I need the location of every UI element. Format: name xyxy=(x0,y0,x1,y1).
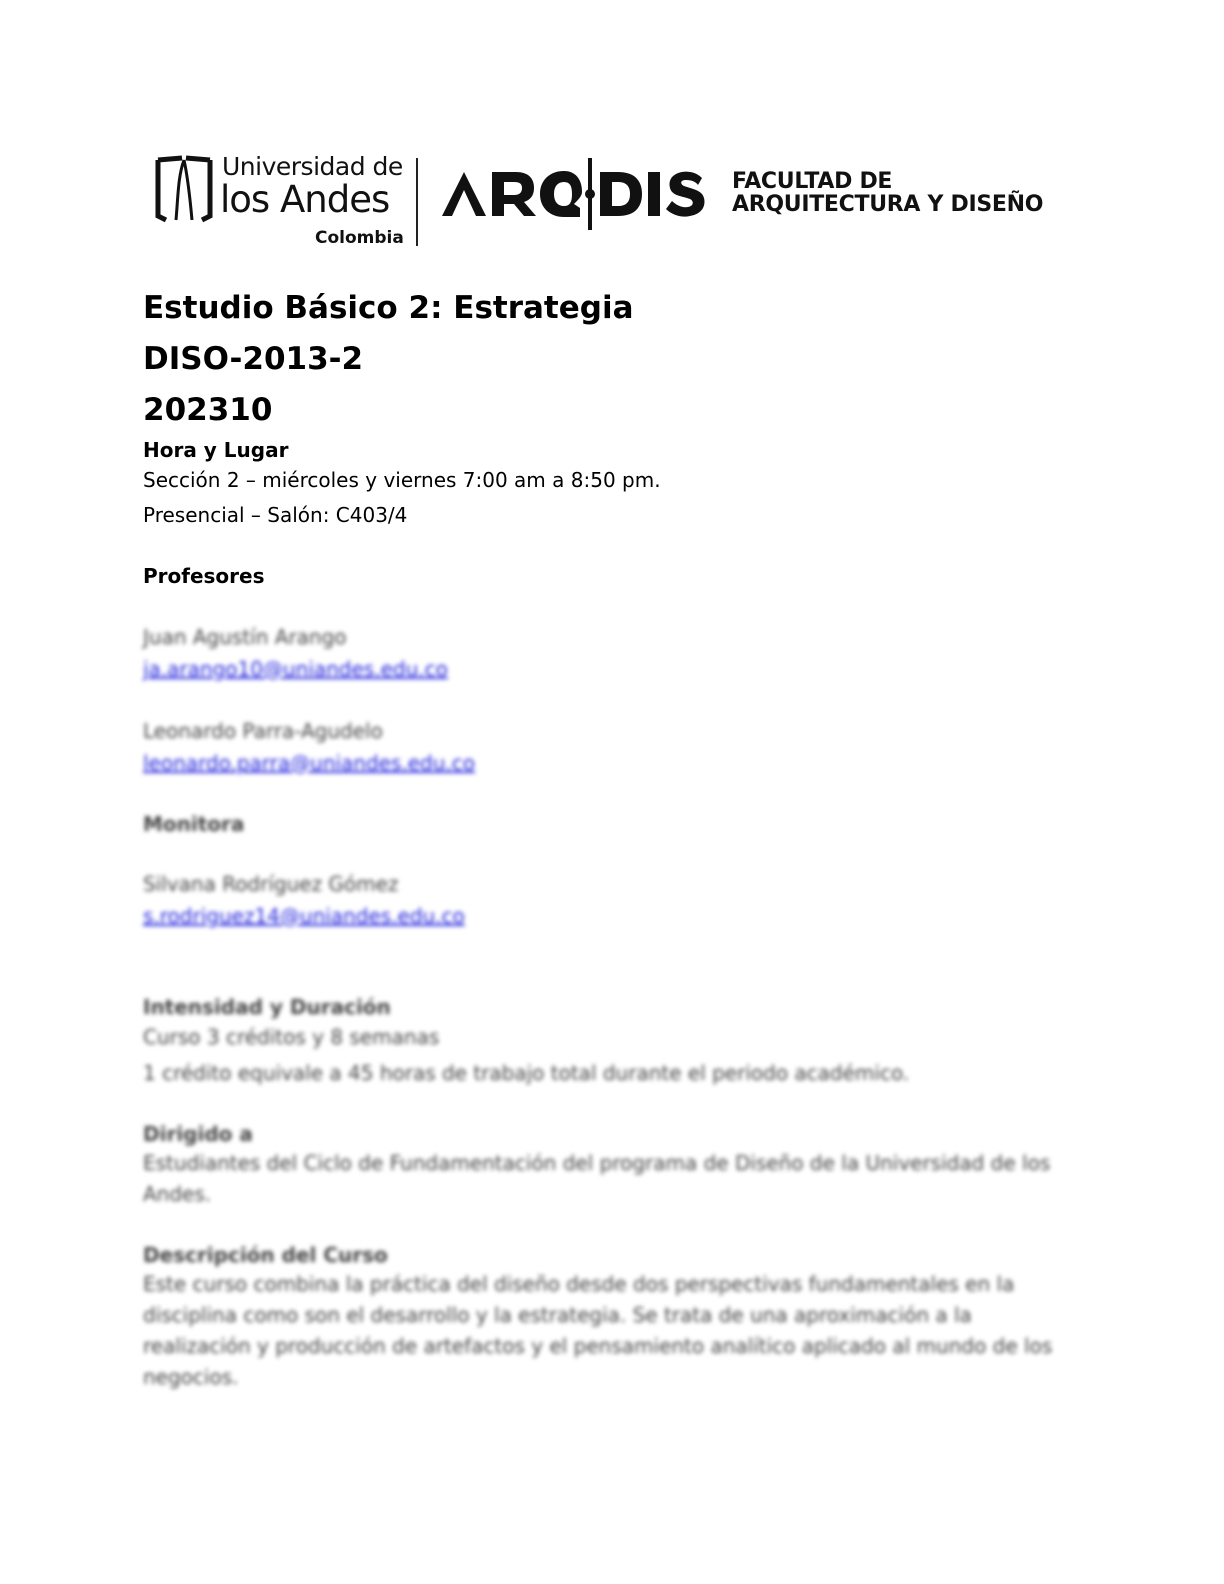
faculty-name-line2: ARQUITECTURA Y DISEÑO xyxy=(732,192,1044,217)
university-name-line1: Universidad de xyxy=(222,152,403,181)
professors-heading: Profesores xyxy=(143,564,265,588)
intensity-heading: Intensidad y Duración xyxy=(143,995,391,1019)
course-code: DISO-2013-2 xyxy=(143,341,364,377)
professor-email-link[interactable]: leonardo.parra@uniandes.edu.co xyxy=(143,751,476,775)
course-title: Estudio Básico 2: Estrategia xyxy=(143,290,634,326)
professor-email-link[interactable]: ja.arango10@uniandes.edu.co xyxy=(143,657,448,681)
header-divider xyxy=(416,158,418,246)
uniandes-logo xyxy=(150,150,404,250)
uniandes-emblem-icon xyxy=(152,154,216,226)
schedule-line1: Sección 2 – miércoles y viernes 7:00 am a 8:50 pm. xyxy=(143,468,661,492)
faculty-name-line1: FACULTAD DE xyxy=(732,169,893,194)
professor-name: Juan Agustín Arango xyxy=(143,625,347,649)
audience-heading: Dirigido a xyxy=(143,1122,253,1146)
arqdis-logo xyxy=(442,158,717,230)
monitor-name: Silvana Rodríguez Gómez xyxy=(143,872,399,896)
description-heading: Descripción del Curso xyxy=(143,1243,388,1267)
professor-name: Leonardo Parra-Agudelo xyxy=(143,719,383,743)
schedule-heading: Hora y Lugar xyxy=(143,438,289,462)
course-period: 202310 xyxy=(143,392,273,428)
university-country: Colombia xyxy=(315,228,404,248)
document-header xyxy=(150,150,1070,250)
schedule-line2: Presencial – Salón: C403/4 xyxy=(143,503,408,527)
university-name-line2: los Andes xyxy=(220,178,390,221)
monitor-heading: Monitora xyxy=(143,812,245,836)
description-text: Este curso combina la práctica del diseño desde dos perspectivas fundamentales en la disciplina como son el desarrollo y la estrategia. Se trata de una aproximación a la realización y producción de artefactos y el pensamiento analítico aplicado al mundo de los negocios. xyxy=(143,1272,1053,1389)
faculty-name xyxy=(732,170,1043,216)
monitor-email-link[interactable]: s.rodriguez14@uniandes.edu.co xyxy=(143,904,465,928)
intensity-line1: Curso 3 créditos y 8 semanas xyxy=(143,1025,440,1049)
audience-text: Estudiantes del Ciclo de Fundamentación del programa de Diseño de la Universidad de los Andes. xyxy=(143,1151,1051,1206)
intensity-line2: 1 crédito equivale a 45 horas de trabajo total durante el periodo académico. xyxy=(143,1061,910,1085)
